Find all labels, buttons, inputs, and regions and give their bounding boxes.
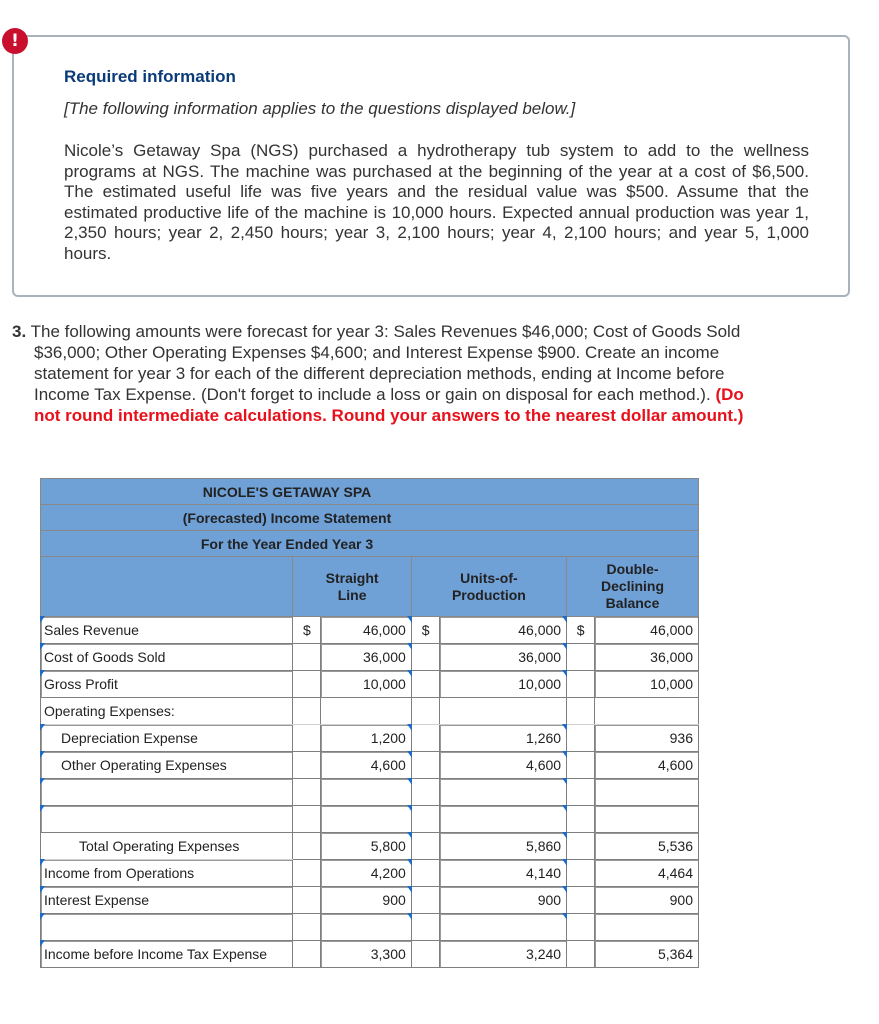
row-label: Total Operating Expenses — [41, 833, 293, 860]
blank-value-input[interactable] — [440, 914, 567, 941]
double-declining-value[interactable]: 900 — [595, 887, 699, 914]
straight-line-value[interactable]: 3,300 — [321, 941, 411, 968]
currency-symbol: $ — [567, 617, 595, 644]
blank-label-input[interactable] — [41, 806, 293, 833]
double-declining-value[interactable]: 36,000 — [595, 644, 699, 671]
row-label: Operating Expenses: — [41, 698, 293, 725]
col-header-straight-line: Straight Line — [293, 557, 411, 617]
statement-company: NICOLE'S GETAWAY SPA — [41, 479, 699, 505]
units-of-production-value[interactable]: 46,000 — [440, 617, 567, 644]
row-operating-expenses-header — [41, 698, 699, 725]
straight-line-value[interactable]: 36,000 — [321, 644, 411, 671]
alert-icon: ! — [2, 28, 28, 54]
blank-value-input[interactable] — [440, 779, 567, 806]
row-other-operating-expenses — [41, 752, 699, 779]
straight-line-value[interactable]: 5,800 — [321, 833, 411, 860]
blank-label-input[interactable] — [41, 779, 293, 806]
units-of-production-value[interactable]: 3,240 — [440, 941, 567, 968]
blank-value-input[interactable] — [595, 806, 699, 833]
units-of-production-value[interactable]: 4,140 — [440, 860, 567, 887]
straight-line-value[interactable]: 1,200 — [321, 725, 411, 752]
row-label[interactable]: Depreciation Expense — [41, 725, 293, 752]
straight-line-value[interactable]: 4,200 — [321, 860, 411, 887]
straight-line-value[interactable]: 900 — [321, 887, 411, 914]
statement-period: For the Year Ended Year 3 — [41, 531, 699, 557]
straight-line-value[interactable]: 46,000 — [321, 617, 411, 644]
question-number: 3. — [12, 322, 27, 341]
units-of-production-value[interactable]: 1,260 — [440, 725, 567, 752]
row-depreciation-expense — [41, 725, 699, 752]
row-cost-of-goods-sold — [41, 644, 699, 671]
row-label[interactable]: Other Operating Expenses — [41, 752, 293, 779]
info-title: Required information — [64, 67, 236, 86]
row-gross-profit — [41, 671, 699, 698]
col-header-units-of-production: Units-of- Production — [411, 557, 566, 617]
info-subtitle: [The following information applies to the questions displayed below.] — [64, 99, 576, 118]
question-instruction: (Do not round intermediate calculations. Round your answers to the nearest dollar amount.) — [34, 385, 744, 425]
row-label[interactable]: Interest Expense — [41, 887, 293, 914]
row-total-operating-expenses — [41, 833, 699, 860]
row-sales-revenue — [41, 617, 699, 644]
blank-value-input[interactable] — [321, 779, 411, 806]
currency-symbol: $ — [293, 617, 321, 644]
info-paragraph: Nicole’s Getaway Spa (NGS) purchased a hydrotherapy tub system to add to the wellness programs at NGS. The machine was purchased at the beginning of the year at a cost of $6,500. The estimated useful life was five years and the residual value was $500. Assume that the estimated productive life of the machine is 10,000 hours. Expected annual production was year 1, 2,350 hours; year 2, 2,450 hours; year 3, 2,100 hours; year 4, 2,100 hours; and year 5, 1,000 hours. — [64, 141, 809, 263]
double-declining-value[interactable]: 5,364 — [595, 941, 699, 968]
units-of-production-value[interactable]: 4,600 — [440, 752, 567, 779]
row-label[interactable]: Gross Profit — [41, 671, 293, 698]
blank-value-input[interactable] — [595, 914, 699, 941]
required-information-box — [12, 35, 850, 297]
blank-value-input[interactable] — [321, 914, 411, 941]
col-header-blank — [41, 557, 293, 617]
blank-value-input[interactable] — [321, 806, 411, 833]
row-label[interactable]: Cost of Goods Sold — [41, 644, 293, 671]
blank-value-input[interactable] — [440, 806, 567, 833]
units-of-production-value[interactable]: 5,860 — [440, 833, 567, 860]
row-label[interactable]: Sales Revenue — [41, 617, 293, 644]
row-blank-3 — [41, 914, 699, 941]
row-interest-expense — [41, 887, 699, 914]
blank-label-input[interactable] — [41, 914, 293, 941]
question-text: The following amounts were forecast for year 3: Sales Revenues $46,000; Cost of Goods Sold $36,000; Other Operating Expenses $4,600; and Interest Expense $900. Create an income statement for year 3 for each of the different depreciation methods, ending at Income before Income Tax Expense. (Don't forget to include a loss or gain on disposal for each method.). — [30, 322, 741, 404]
row-label[interactable]: Income from Operations — [41, 860, 293, 887]
straight-line-value[interactable]: 4,600 — [321, 752, 411, 779]
row-label[interactable]: Income before Income Tax Expense — [41, 941, 293, 968]
double-declining-value[interactable]: 5,536 — [595, 833, 699, 860]
units-of-production-value[interactable]: 900 — [440, 887, 567, 914]
blank-value-input[interactable] — [595, 779, 699, 806]
statement-title: (Forecasted) Income Statement — [41, 505, 699, 531]
units-of-production-value[interactable]: 36,000 — [440, 644, 567, 671]
row-blank-2 — [41, 806, 699, 833]
col-header-double-declining: Double- Declining Balance — [567, 557, 699, 617]
currency-symbol: $ — [411, 617, 440, 644]
question-3 — [12, 321, 772, 426]
question-text-block — [12, 321, 772, 426]
straight-line-value[interactable]: 10,000 — [321, 671, 411, 698]
double-declining-value[interactable]: 10,000 — [595, 671, 699, 698]
row-income-from-operations — [41, 860, 699, 887]
units-of-production-value[interactable]: 10,000 — [440, 671, 567, 698]
row-blank-1 — [41, 779, 699, 806]
double-declining-value[interactable]: 936 — [595, 725, 699, 752]
double-declining-value[interactable]: 4,600 — [595, 752, 699, 779]
double-declining-value[interactable]: 46,000 — [595, 617, 699, 644]
row-income-before-tax — [41, 941, 699, 968]
double-declining-value[interactable]: 4,464 — [595, 860, 699, 887]
income-statement-table — [40, 478, 699, 968]
